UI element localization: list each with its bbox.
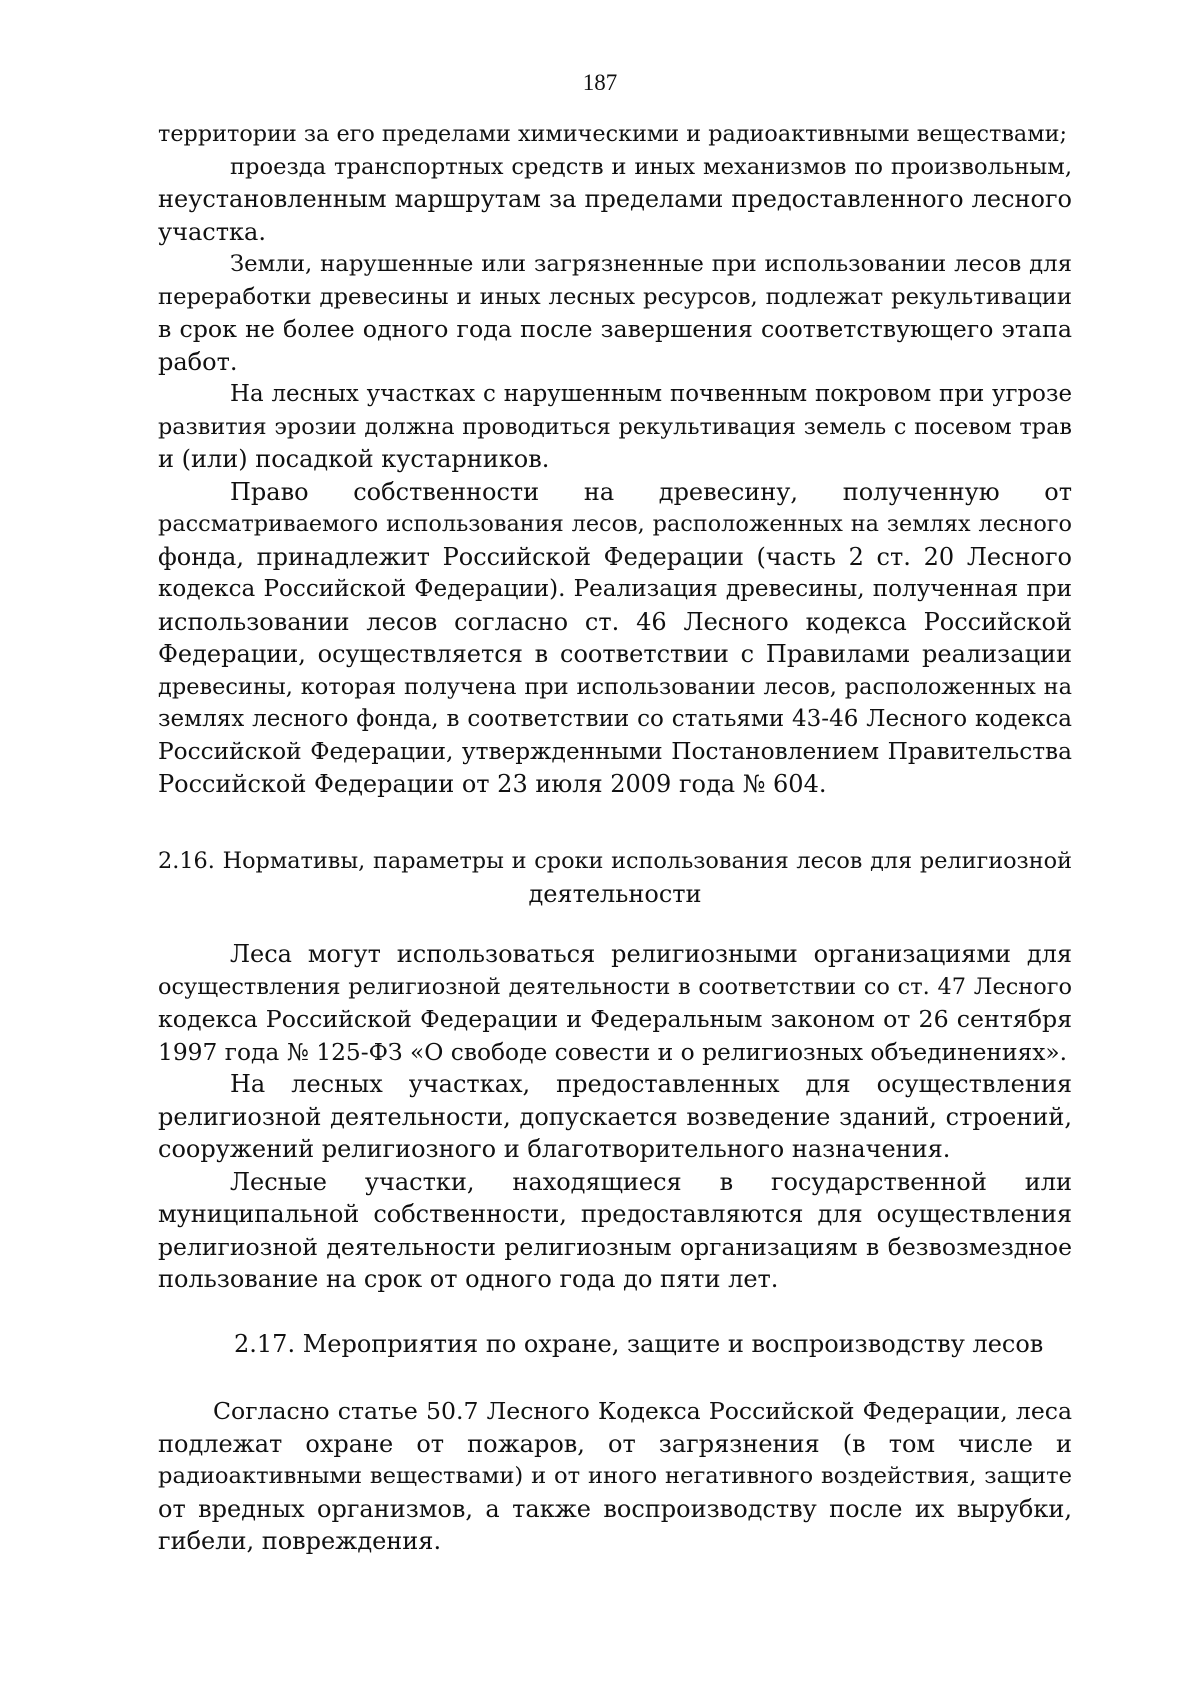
text-line: 1997 года № 125-ФЗ «О свободе совести и о религиозных объединениях». (158, 1037, 1068, 1066)
text-line: На лесных участках, предоставленных для осуществления (230, 1070, 1072, 1098)
text-line: неустановленным маршрутам за пределами предоставленного лесного (158, 185, 1072, 213)
page-number: 187 (582, 70, 618, 95)
text-line: рассматриваемого использования лесов, расположенных на землях лесного (158, 511, 1072, 537)
text-line: Земли, нарушенные или загрязненные при использовании лесов для (230, 251, 1072, 277)
heading-line: деятельности (528, 879, 702, 908)
text-line: и (или) посадкой кустарников. (158, 445, 550, 473)
text-line: религиозной деятельности религиозным организациям в безвозмездное (158, 1232, 1072, 1261)
text-line: муниципальной собственности, предоставляются для осуществления (158, 1200, 1072, 1228)
text-block-protection (158, 1395, 1072, 1558)
text-line: переработки древесины и иных лесных ресурсов, подлежат рекультивации (158, 283, 1072, 310)
text-line: сооружений религиозного и благотворительного назначения. (158, 1135, 951, 1163)
text-line: проезда транспортных средств и иных механизмов по произвольным, (230, 153, 1072, 180)
text-line: участка. (158, 217, 266, 246)
text-line: кодекса Российской Федерации). Реализация древесины, полученная при (158, 576, 1072, 602)
text-line: использовании лесов согласно ст. 46 Лесного кодекса Российской (158, 607, 1072, 636)
text-line: Право собственности на древесину, полученную от (230, 477, 1072, 506)
text-line: осуществления религиозной деятельности в соответствии со ст. 47 Лесного (158, 973, 1072, 1000)
text-line: от вредных организмов, а также воспроизводству после их вырубки, (158, 1494, 1072, 1523)
text-line: Согласно статье 50.7 Лесного Кодекса Российской Федерации, леса (213, 1397, 1072, 1425)
text-line: развития эрозии должна проводиться рекультивация земель с посевом трав (158, 413, 1072, 440)
text-line: Российской Федерации от 23 июля 2009 года № 604. (158, 770, 827, 798)
text-line: в срок не более одного года после завершения соответствующего этапа (158, 315, 1072, 343)
text-line: религиозной деятельности, допускается возведение зданий, строений, (158, 1102, 1072, 1131)
text-line: кодекса Российской Федерации и Федеральным законом от 26 сентября (158, 1005, 1072, 1033)
text-line: Федерации, осуществляется в соответствии с Правилами реализации (158, 640, 1072, 668)
text-line: Леса могут использоваться религиозными организациями для (230, 940, 1072, 968)
text-line: пользование на срок от одного года до пяти лет. (158, 1265, 779, 1293)
text-block-top (158, 118, 1072, 801)
text-block-religious (158, 938, 1072, 1296)
text-line: древесины, которая получена при использовании лесов, расположенных на (158, 673, 1072, 700)
text-line: Лесные участки, находящиеся в государственной или (230, 1167, 1072, 1196)
text-line: фонда, принадлежит Российской Федерации (часть 2 ст. 20 Лесного (158, 542, 1072, 571)
text-line: На лесных участках с нарушенным почвенным покровом при угрозе (230, 381, 1072, 407)
text-line: землях лесного фонда, в соответствии со статьями 43-46 Лесного кодекса (158, 706, 1072, 732)
text-line: Российской Федерации, утвержденными Постановлением Правительства (158, 737, 1072, 765)
heading-line: 2.17. Мероприятия по охране, защите и воспроизводству лесов (234, 1330, 1044, 1358)
text-line: территории за его пределами химическими и радиоактивными веществами; (158, 121, 1067, 147)
text-line: гибели, повреждения. (158, 1527, 442, 1555)
text-line: радиоактивными веществами) и от иного негативного воздействия, защите (158, 1463, 1072, 1489)
section-heading-2-16 (158, 845, 1072, 910)
text-line: работ. (158, 347, 238, 376)
section-heading-2-17 (158, 1328, 1072, 1361)
heading-line: 2.16. Нормативы, параметры и сроки использования лесов для религиозной (158, 848, 1072, 874)
text-line: подлежат охране от пожаров, от загрязнения (в том числе и (158, 1429, 1072, 1458)
